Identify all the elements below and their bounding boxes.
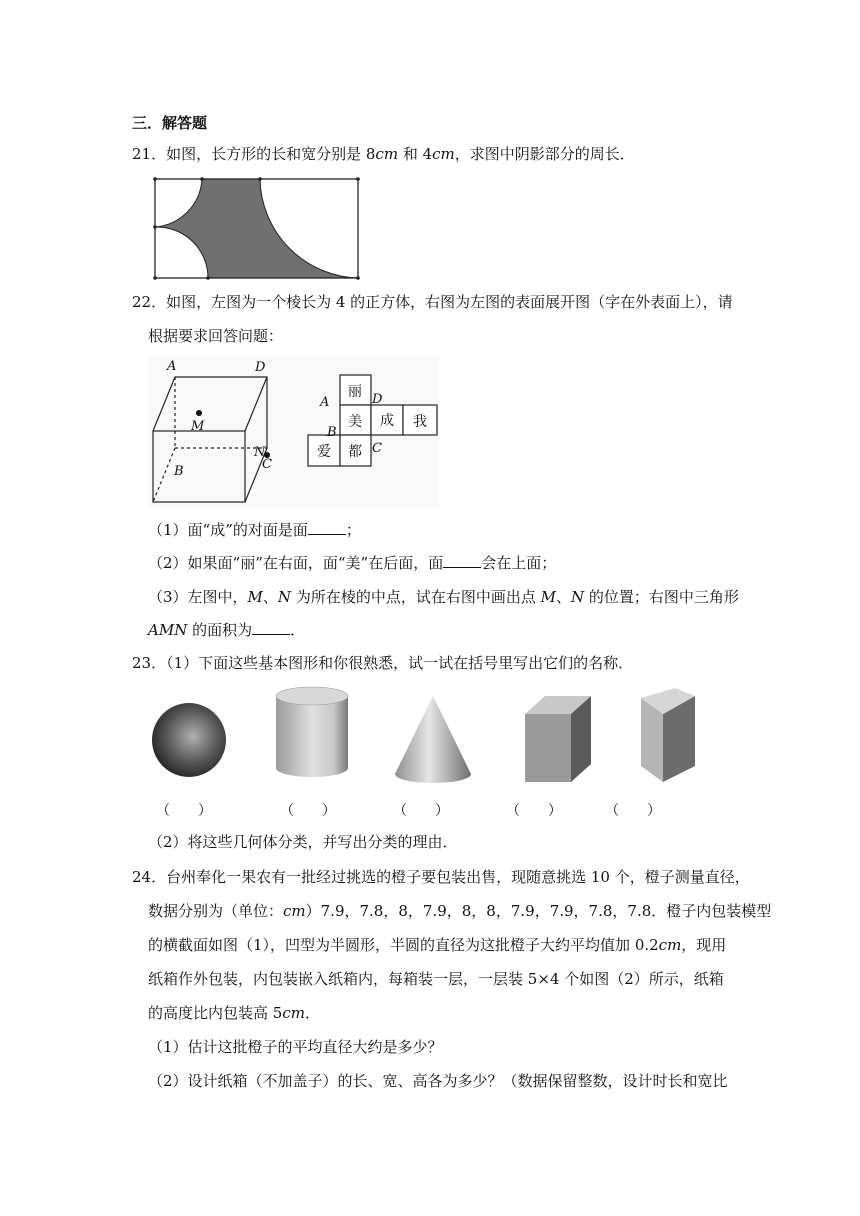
net-label-b: B xyxy=(327,425,337,440)
q22-line1 xyxy=(132,292,733,312)
q22-sub3-c: 的位置；右图中三角形 xyxy=(584,588,739,606)
q21-rectangle-figure xyxy=(150,176,365,284)
section-title: 三．解答题 xyxy=(132,114,208,132)
q22-sub3-b: 为所在棱的中点，试在右图中画出点 xyxy=(291,588,541,606)
q22-sub2-end: 会在上面； xyxy=(481,554,557,572)
q22-sub2 xyxy=(148,553,556,573)
net-text-du: 都 xyxy=(348,444,362,460)
q22-line2: 根据要求回答问题： xyxy=(148,327,284,345)
q22-line1-text: 如图，左图为一个棱长为 4 的正方体，右图为左图的表面展开图（字在外表面上），请 xyxy=(166,293,733,311)
cube-label-c: C xyxy=(262,457,272,472)
q22-sub3-sep: 、 xyxy=(262,588,278,606)
cone-icon xyxy=(395,696,471,783)
q23-number: 23． xyxy=(132,654,167,672)
q24-number: 24． xyxy=(132,868,167,886)
q22-sub2-text: （2）如果面“丽”在右面，面“美”在后面，面 xyxy=(148,554,444,572)
q24-line2 xyxy=(148,901,771,921)
q23-paren-5: （ ） xyxy=(605,803,661,819)
q23-line1-text: （1）下面这些基本图形和你很熟悉，试一试在括号里写出它们的名称． xyxy=(166,654,634,672)
net-text-li: 丽 xyxy=(348,384,362,400)
q21-text-c: ，求图中阴影部分的周长． xyxy=(454,145,635,163)
q22-sub3-a: （3）左图中， xyxy=(148,588,248,606)
q22-sub3-sep2: 、 xyxy=(555,588,571,606)
q24-line5-b: ． xyxy=(304,1004,320,1022)
net-text-wo: 我 xyxy=(413,414,427,430)
cube-label-n: N xyxy=(254,445,266,460)
q21-text-a: 如图，长方形的长和宽分别是 8 xyxy=(166,145,376,163)
q22-sub1-blank xyxy=(308,520,346,535)
cube-point-m xyxy=(196,410,202,416)
q21-unit1: cm xyxy=(375,145,399,163)
q22-sub2-blank xyxy=(443,553,481,568)
q22-sub3-d: 的面积为 xyxy=(187,621,253,639)
q24-line2-a: 数据分别为（单位： xyxy=(148,902,284,920)
q24-line5-unit: cm xyxy=(282,1004,305,1022)
q24-line2-b: ）7.9，7.8，8，7.9，8，8，7.9，7.9，7.8，7.8．橙子内包装模型 xyxy=(305,902,772,920)
q24-line1 xyxy=(132,867,750,887)
q22-sub3 xyxy=(148,587,739,607)
q24-line3 xyxy=(148,935,726,955)
q22-figures xyxy=(147,356,439,508)
q23-line2: （2）将这些几何体分类，并写出分类的理由． xyxy=(148,833,458,851)
q22-sub3-cont xyxy=(148,620,305,640)
q22-sub1 xyxy=(148,520,361,540)
q23-line1 xyxy=(132,653,633,673)
q22-sub3-m2: M xyxy=(540,588,556,606)
q24-line3-a: 的横截面如图（1），凹型为半圆形，半圆的直径为这批橙子大约平均值加 0.2 xyxy=(148,936,659,954)
net-text-mei: 美 xyxy=(348,414,362,430)
q23-paren-3: （ ） xyxy=(393,803,449,819)
q21-shaded-region xyxy=(155,179,358,278)
q23-solids-figure xyxy=(145,682,705,794)
q21-unit2: cm xyxy=(432,145,455,163)
q23-paren-1: （ ） xyxy=(156,803,212,819)
q22-sub1-end: ； xyxy=(345,521,361,539)
q24-line3-unit: cm xyxy=(658,936,682,954)
q24-sub2: （2）设计纸箱（不加盖子）的长、宽、高各为多少？（数据保留整数，设计时长和宽比 xyxy=(148,1072,728,1090)
triangular-prism-icon xyxy=(641,688,695,782)
sphere-icon xyxy=(152,703,226,777)
q22-sub3-amn: AMN xyxy=(148,621,188,639)
q24-line1-text: 台州奉化一果农有一批经过挑选的橙子要包装出售，现随意挑选 10 个，橙子测量直径， xyxy=(166,868,750,886)
q21-number: 21． xyxy=(132,145,167,163)
q22-number: 22． xyxy=(132,293,167,311)
q22-sub3-blank xyxy=(252,620,290,635)
q23-paren-4: （ ） xyxy=(506,803,562,819)
q24-line2-unit: cm xyxy=(283,902,306,920)
q24-line3-b: ，现用 xyxy=(681,936,727,954)
q24-line5-a: 的高度比内包装高 5 xyxy=(148,1004,283,1022)
q22-sub1-text: （1）面“成”的对面是面 xyxy=(148,521,308,539)
q24-line4: 纸箱作外包装，内包装嵌入纸箱内，每箱装一层，一层装 5×4 个如图（2）所示，纸箱 xyxy=(148,970,724,988)
q22-sub3-e: ． xyxy=(290,621,306,639)
net-label-d: D xyxy=(372,392,383,407)
cube-label-a: A xyxy=(167,359,177,374)
cuboid-icon xyxy=(525,696,591,782)
cylinder-icon xyxy=(276,687,348,777)
cube-label-d: D xyxy=(255,360,266,375)
net-label-a: A xyxy=(320,395,330,410)
q21-text-b: 和 4 xyxy=(398,145,433,163)
q22-sub3-n: N xyxy=(277,588,292,606)
net-text-ai: 爱 xyxy=(317,444,331,460)
q24-line5 xyxy=(148,1003,320,1023)
cube-label-b: B xyxy=(174,464,184,479)
q23-paren-2: （ ） xyxy=(280,803,336,819)
cube-label-m: M xyxy=(191,419,205,434)
q24-sub1: （1）估计这批橙子的平均直径大约是多少？ xyxy=(148,1038,443,1056)
net-text-cheng: 成 xyxy=(380,413,394,429)
net-label-c: C xyxy=(372,441,382,456)
q21-text xyxy=(132,144,635,164)
q22-sub3-n2: N xyxy=(570,588,585,606)
q22-sub3-m: M xyxy=(247,588,263,606)
